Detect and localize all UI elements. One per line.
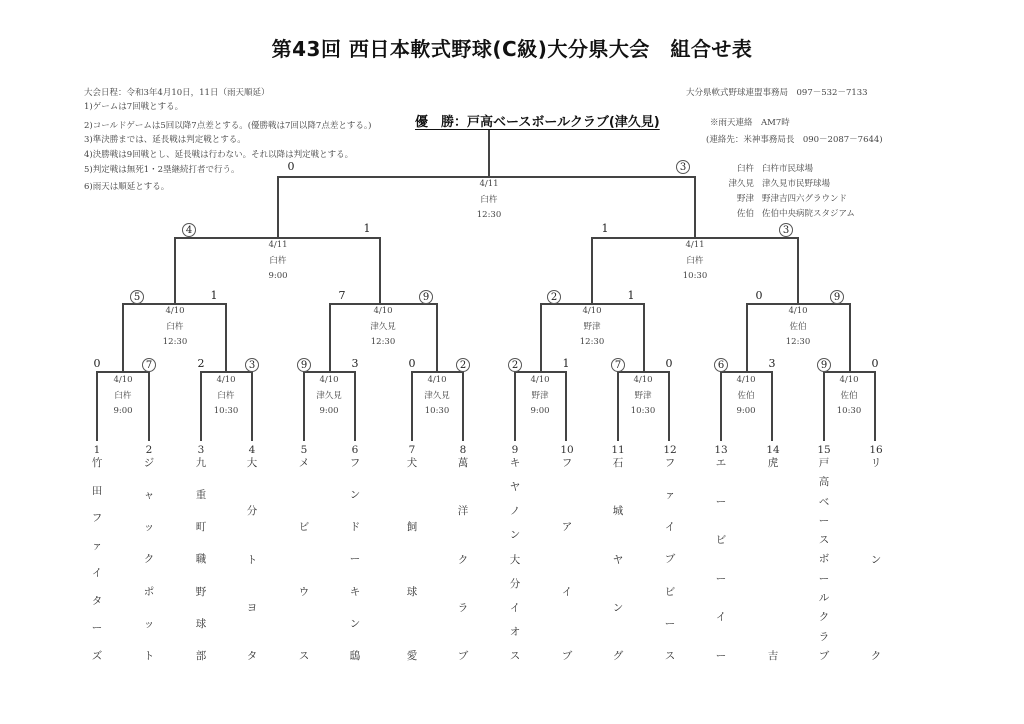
- rule-3: 3)準決勝までは、延長戦は判定戦とする。: [84, 135, 246, 145]
- team-name-char: ト: [246, 553, 258, 566]
- score: 0: [408, 357, 416, 370]
- team-name-char: イ: [664, 521, 676, 534]
- team-name: [660, 457, 680, 662]
- team-name-char: ビ: [715, 534, 727, 547]
- team-name-char: イ: [509, 601, 521, 614]
- team-name-char: ヤ: [509, 481, 521, 494]
- match-date: 4/11: [479, 179, 499, 189]
- winning-score: 2: [547, 290, 561, 304]
- match-date: 4/10: [373, 306, 393, 316]
- match-time: 9:00: [113, 406, 133, 416]
- team-name-char: タ: [91, 594, 103, 607]
- team-name-char: ブ: [818, 649, 830, 662]
- match-date: 4/10: [582, 306, 602, 316]
- match-quarterfinal: [135, 304, 215, 351]
- bracket-line: [329, 303, 331, 373]
- rule-4: 4)決勝戦は9回戦とし、延長戦は行わない。それ以降は判定戦とする。: [84, 150, 354, 160]
- winning-score: 7: [611, 358, 625, 372]
- bracket-line: [694, 176, 696, 239]
- team-name-char: 分: [246, 505, 258, 518]
- venue-full: 津久見市民野球場: [762, 179, 831, 189]
- score: 3: [768, 357, 776, 370]
- venue-short: 津久見: [728, 179, 754, 189]
- team-name-char: 高: [818, 476, 830, 489]
- team-name-char: 職: [195, 553, 207, 566]
- bracket-line: [174, 237, 176, 305]
- team-number: 1: [93, 444, 101, 456]
- winning-score: 9: [297, 358, 311, 372]
- team-name-char: エ: [715, 457, 727, 469]
- winning-score: 3: [779, 223, 793, 237]
- winning-score: 3: [676, 160, 690, 174]
- match-venue: 臼杵: [269, 255, 287, 266]
- team-name-char: 大: [246, 457, 258, 469]
- team-name-char: 野: [195, 585, 207, 598]
- team-name: [294, 457, 314, 662]
- winning-score: 2: [508, 358, 522, 372]
- team-name-char: ー: [715, 572, 727, 585]
- team-name-char: ベ: [818, 495, 830, 508]
- team-number: 13: [714, 444, 728, 456]
- team-number: 14: [766, 444, 780, 456]
- team-name: [557, 457, 577, 662]
- team-name-char: ブ: [664, 553, 676, 566]
- match-time: 12:30: [476, 210, 502, 220]
- match-date: 4/10: [427, 375, 447, 385]
- team-name-char: ト: [143, 649, 155, 662]
- match-date: 4/10: [633, 375, 653, 385]
- team-name-char: ク: [457, 553, 469, 566]
- rule-6: 6)雨天は順延とする。: [84, 182, 170, 192]
- office-contact: 大分県軟式野球連盟事務局 097－532－7133: [686, 88, 868, 98]
- team-name-char: タ: [246, 650, 258, 662]
- winning-score: 9: [817, 358, 831, 372]
- match-time: 10:30: [682, 271, 708, 281]
- team-name-char: 犬: [406, 457, 418, 469]
- match-date: 4/10: [165, 306, 185, 316]
- match-venue: 臼杵: [217, 390, 235, 401]
- score: 1: [601, 222, 609, 235]
- match-semifinal: [238, 238, 318, 285]
- rule-2: 2)コールドゲームは5回以降7点差とする。(優勝戦は7回以降7点差とする。): [84, 121, 372, 131]
- venue-full: 野津吉四六グラウンド: [762, 194, 848, 204]
- team-name: [402, 457, 422, 662]
- team-name-char: フ: [561, 457, 573, 469]
- match-venue: 津久見: [316, 390, 342, 401]
- team-name: [139, 457, 159, 662]
- team-name-char: ン: [349, 617, 361, 630]
- team-name-char: ブ: [561, 649, 573, 662]
- team-name-char: ー: [818, 572, 830, 585]
- team-name-char: ア: [561, 521, 573, 534]
- bracket-line: [746, 303, 748, 373]
- score: 7: [338, 289, 346, 302]
- team-name-char: 洋: [457, 505, 469, 518]
- team-name-char: ー: [818, 514, 830, 527]
- match-date: 4/10: [319, 375, 339, 385]
- match-time: 12:30: [370, 337, 396, 347]
- match-time: 9:00: [319, 406, 339, 416]
- team-name-char: ウ: [298, 585, 310, 598]
- team-name: [505, 457, 525, 662]
- team-name-char: ズ: [91, 649, 103, 662]
- team-number: 2: [145, 444, 153, 456]
- winning-score: 6: [714, 358, 728, 372]
- score: 0: [287, 160, 295, 173]
- team-name-char: イ: [715, 611, 727, 624]
- team-name-char: キ: [509, 457, 521, 469]
- team-name: [87, 457, 107, 662]
- team-name-char: ク: [870, 650, 882, 662]
- match-venue: 野津: [634, 390, 652, 401]
- team-name-char: 吉: [767, 650, 779, 662]
- bracket-line: [379, 237, 381, 305]
- team-name-char: ヤ: [612, 553, 624, 566]
- team-name-char: 城: [612, 505, 624, 518]
- match-time: 9:00: [268, 271, 288, 281]
- team-name-char: 愛: [406, 649, 418, 662]
- team-name-char: ビ: [664, 585, 676, 598]
- team-name-char: ノ: [509, 505, 521, 518]
- team-name-char: ー: [715, 495, 727, 508]
- team-name-char: ヨ: [246, 601, 258, 614]
- team-name-char: ク: [818, 611, 830, 624]
- match-quarterfinal: [552, 304, 632, 351]
- match-venue: 臼杵: [166, 321, 184, 332]
- venue-short: 野津: [736, 194, 754, 204]
- match-venue: 佐伯: [840, 390, 858, 401]
- winning-score: 9: [830, 290, 844, 304]
- team-name: [191, 457, 211, 662]
- rule-1: 1)ゲームは7回戦とする。: [84, 102, 184, 112]
- match-date: 4/11: [685, 240, 705, 250]
- team-name-char: 重: [195, 489, 207, 502]
- team-name-char: ポ: [143, 585, 155, 598]
- team-name-char: ン: [612, 601, 624, 614]
- team-name: [866, 457, 886, 662]
- match-time: 10:30: [213, 406, 239, 416]
- team-name-char: フ: [664, 457, 676, 469]
- team-name-char: リ: [870, 457, 882, 469]
- team-name-char: イ: [91, 567, 103, 580]
- team-name-char: ッ: [143, 617, 155, 630]
- match-date: 4/10: [788, 306, 808, 316]
- team-name-char: ン: [349, 489, 361, 502]
- bracket-line: [591, 237, 593, 305]
- match-date: 4/10: [736, 375, 756, 385]
- score: 3: [351, 357, 359, 370]
- team-number: 6: [351, 444, 359, 456]
- team-name: [345, 457, 365, 662]
- team-number: 10: [560, 444, 574, 456]
- team-name-char: ラ: [818, 630, 830, 643]
- team-name: [814, 457, 834, 662]
- team-name-char: ン: [509, 529, 521, 542]
- match-quarterfinal: [343, 304, 423, 351]
- team-name-char: 町: [195, 521, 207, 534]
- match-date: 4/10: [530, 375, 550, 385]
- team-name-char: 田: [91, 484, 103, 497]
- bracket-line: [225, 303, 227, 373]
- bracket-line: [643, 303, 645, 373]
- match-time: 9:00: [736, 406, 756, 416]
- team-name-char: 石: [612, 457, 624, 469]
- match-round1: [500, 373, 580, 420]
- team-name: [763, 457, 783, 662]
- match-date: 4/10: [839, 375, 859, 385]
- match-date: 4/10: [216, 375, 236, 385]
- team-name-char: 大: [509, 553, 521, 566]
- match-venue: 臼杵: [686, 255, 704, 266]
- score: 1: [627, 289, 635, 302]
- match-final: [449, 177, 529, 224]
- team-name-char: ス: [509, 650, 521, 662]
- match-quarterfinal: [758, 304, 838, 351]
- team-number: 15: [817, 444, 831, 456]
- match-venue: 臼杵: [114, 390, 132, 401]
- rule-5: 5)判定戦は無死1・2塁継続打者で行う。: [84, 165, 240, 175]
- match-time: 12:30: [162, 337, 188, 347]
- winning-score: 5: [130, 290, 144, 304]
- match-time: 10:30: [836, 406, 862, 416]
- match-time: 10:30: [630, 406, 656, 416]
- team-number: 11: [611, 444, 625, 456]
- team-name-char: 萬: [457, 457, 469, 469]
- team-name-char: 分: [509, 577, 521, 590]
- team-name-char: ル: [818, 592, 830, 605]
- team-name-char: 九: [195, 457, 207, 469]
- match-time: 9:00: [530, 406, 550, 416]
- team-name-char: ー: [715, 649, 727, 662]
- team-name-char: 部: [195, 649, 207, 662]
- match-time: 12:30: [785, 337, 811, 347]
- score: 0: [665, 357, 673, 370]
- team-number: 12: [663, 444, 677, 456]
- team-name-char: ブ: [457, 650, 469, 662]
- team-name-char: 球: [406, 585, 418, 598]
- team-name-char: ジ: [143, 457, 155, 469]
- score: 1: [210, 289, 218, 302]
- bracket-line: [277, 176, 279, 239]
- match-round1: [289, 373, 369, 420]
- winning-score: 4: [182, 223, 196, 237]
- score: 0: [755, 289, 763, 302]
- match-venue: 佐伯: [789, 321, 807, 332]
- match-venue: 津久見: [424, 390, 450, 401]
- team-name: [242, 457, 262, 662]
- match-time: 12:30: [579, 337, 605, 347]
- team-name-char: ス: [664, 649, 676, 662]
- team-name-char: グ: [612, 650, 624, 662]
- team-name-char: ビ: [298, 521, 310, 534]
- match-date: 4/11: [268, 240, 288, 250]
- team-name-char: ッ: [143, 521, 155, 534]
- team-name-char: ァ: [91, 539, 103, 552]
- champion-label: 優 勝：戸高ベースボールクラブ(津久見): [415, 115, 660, 130]
- team-number: 9: [511, 444, 519, 456]
- team-number: 3: [197, 444, 205, 456]
- venue-full: 佐伯中央病院スタジアム: [762, 209, 855, 219]
- team-name-char: ー: [349, 553, 361, 566]
- team-name-char: 飼: [406, 521, 418, 534]
- winning-score: 9: [419, 290, 433, 304]
- team-name-char: ス: [818, 534, 830, 547]
- team-name-char: 竹: [91, 457, 103, 469]
- team-name-char: キ: [349, 585, 361, 598]
- team-name: [608, 457, 628, 662]
- team-name: [711, 457, 731, 662]
- match-venue: 野津: [583, 321, 601, 332]
- team-name-char: ャ: [143, 489, 155, 502]
- match-venue: 野津: [531, 390, 549, 401]
- team-name-char: ド: [349, 521, 361, 534]
- match-venue: 津久見: [370, 321, 396, 332]
- score: 2: [197, 357, 205, 370]
- team-number: 4: [248, 444, 256, 456]
- team-name-char: 戸: [818, 457, 830, 469]
- team-name-char: ボ: [818, 553, 830, 566]
- match-round1: [397, 373, 477, 420]
- team-name-char: 球: [195, 617, 207, 630]
- venue-full: 臼杵市民球場: [762, 164, 814, 174]
- venue-short: 佐伯: [736, 209, 754, 219]
- team-name-char: メ: [298, 457, 310, 469]
- bracket-line: [849, 303, 851, 373]
- bracket-line: [540, 303, 542, 373]
- match-semifinal: [655, 238, 735, 285]
- team-name-char: ー: [664, 617, 676, 630]
- match-date: 4/10: [113, 375, 133, 385]
- team-number: 7: [408, 444, 416, 456]
- match-venue: 臼杵: [480, 194, 498, 205]
- team-name: [453, 457, 473, 662]
- rain-contact-phone: (連絡先：米神事務局長 090－2087－7644): [706, 135, 883, 145]
- team-name-char: ス: [298, 649, 310, 662]
- match-time: 10:30: [424, 406, 450, 416]
- team-name-char: ン: [870, 553, 882, 566]
- team-name-char: フ: [349, 457, 361, 469]
- rain-contact-time: ※雨天連絡 AM7時: [710, 118, 790, 128]
- winning-score: 3: [245, 358, 259, 372]
- team-number: 16: [869, 444, 883, 456]
- bracket-line: [797, 237, 799, 305]
- team-name-char: ー: [91, 622, 103, 635]
- match-round1: [809, 373, 889, 420]
- match-venue: 佐伯: [737, 390, 755, 401]
- match-round1: [706, 373, 786, 420]
- team-name-char: 鴟: [349, 649, 361, 662]
- score: 0: [93, 357, 101, 370]
- bracket-line: [436, 303, 438, 373]
- winning-score: 7: [142, 358, 156, 372]
- team-name-char: イ: [561, 585, 573, 598]
- score: 1: [562, 357, 570, 370]
- team-name-char: 虎: [767, 457, 779, 469]
- winning-score: 2: [456, 358, 470, 372]
- match-round1: [186, 373, 266, 420]
- score: 1: [363, 222, 371, 235]
- bracket-line: [122, 303, 124, 373]
- team-number: 8: [459, 444, 467, 456]
- match-round1: [83, 373, 163, 420]
- team-name-char: ァ: [664, 489, 676, 502]
- team-name-char: オ: [509, 625, 521, 638]
- team-name-char: ク: [143, 553, 155, 566]
- bracket-line: [488, 130, 490, 178]
- team-name-char: フ: [91, 512, 103, 525]
- team-name-char: ラ: [457, 601, 469, 614]
- team-number: 5: [300, 444, 308, 456]
- venue-short: 臼杵: [736, 164, 754, 174]
- page-title: 第43回 西日本軟式野球(C級)大分県大会 組合せ表: [271, 37, 753, 61]
- match-round1: [603, 373, 683, 420]
- score: 0: [871, 357, 879, 370]
- schedule-note: 大会日程：令和3年4月10日，11日（雨天順延）: [84, 88, 270, 98]
